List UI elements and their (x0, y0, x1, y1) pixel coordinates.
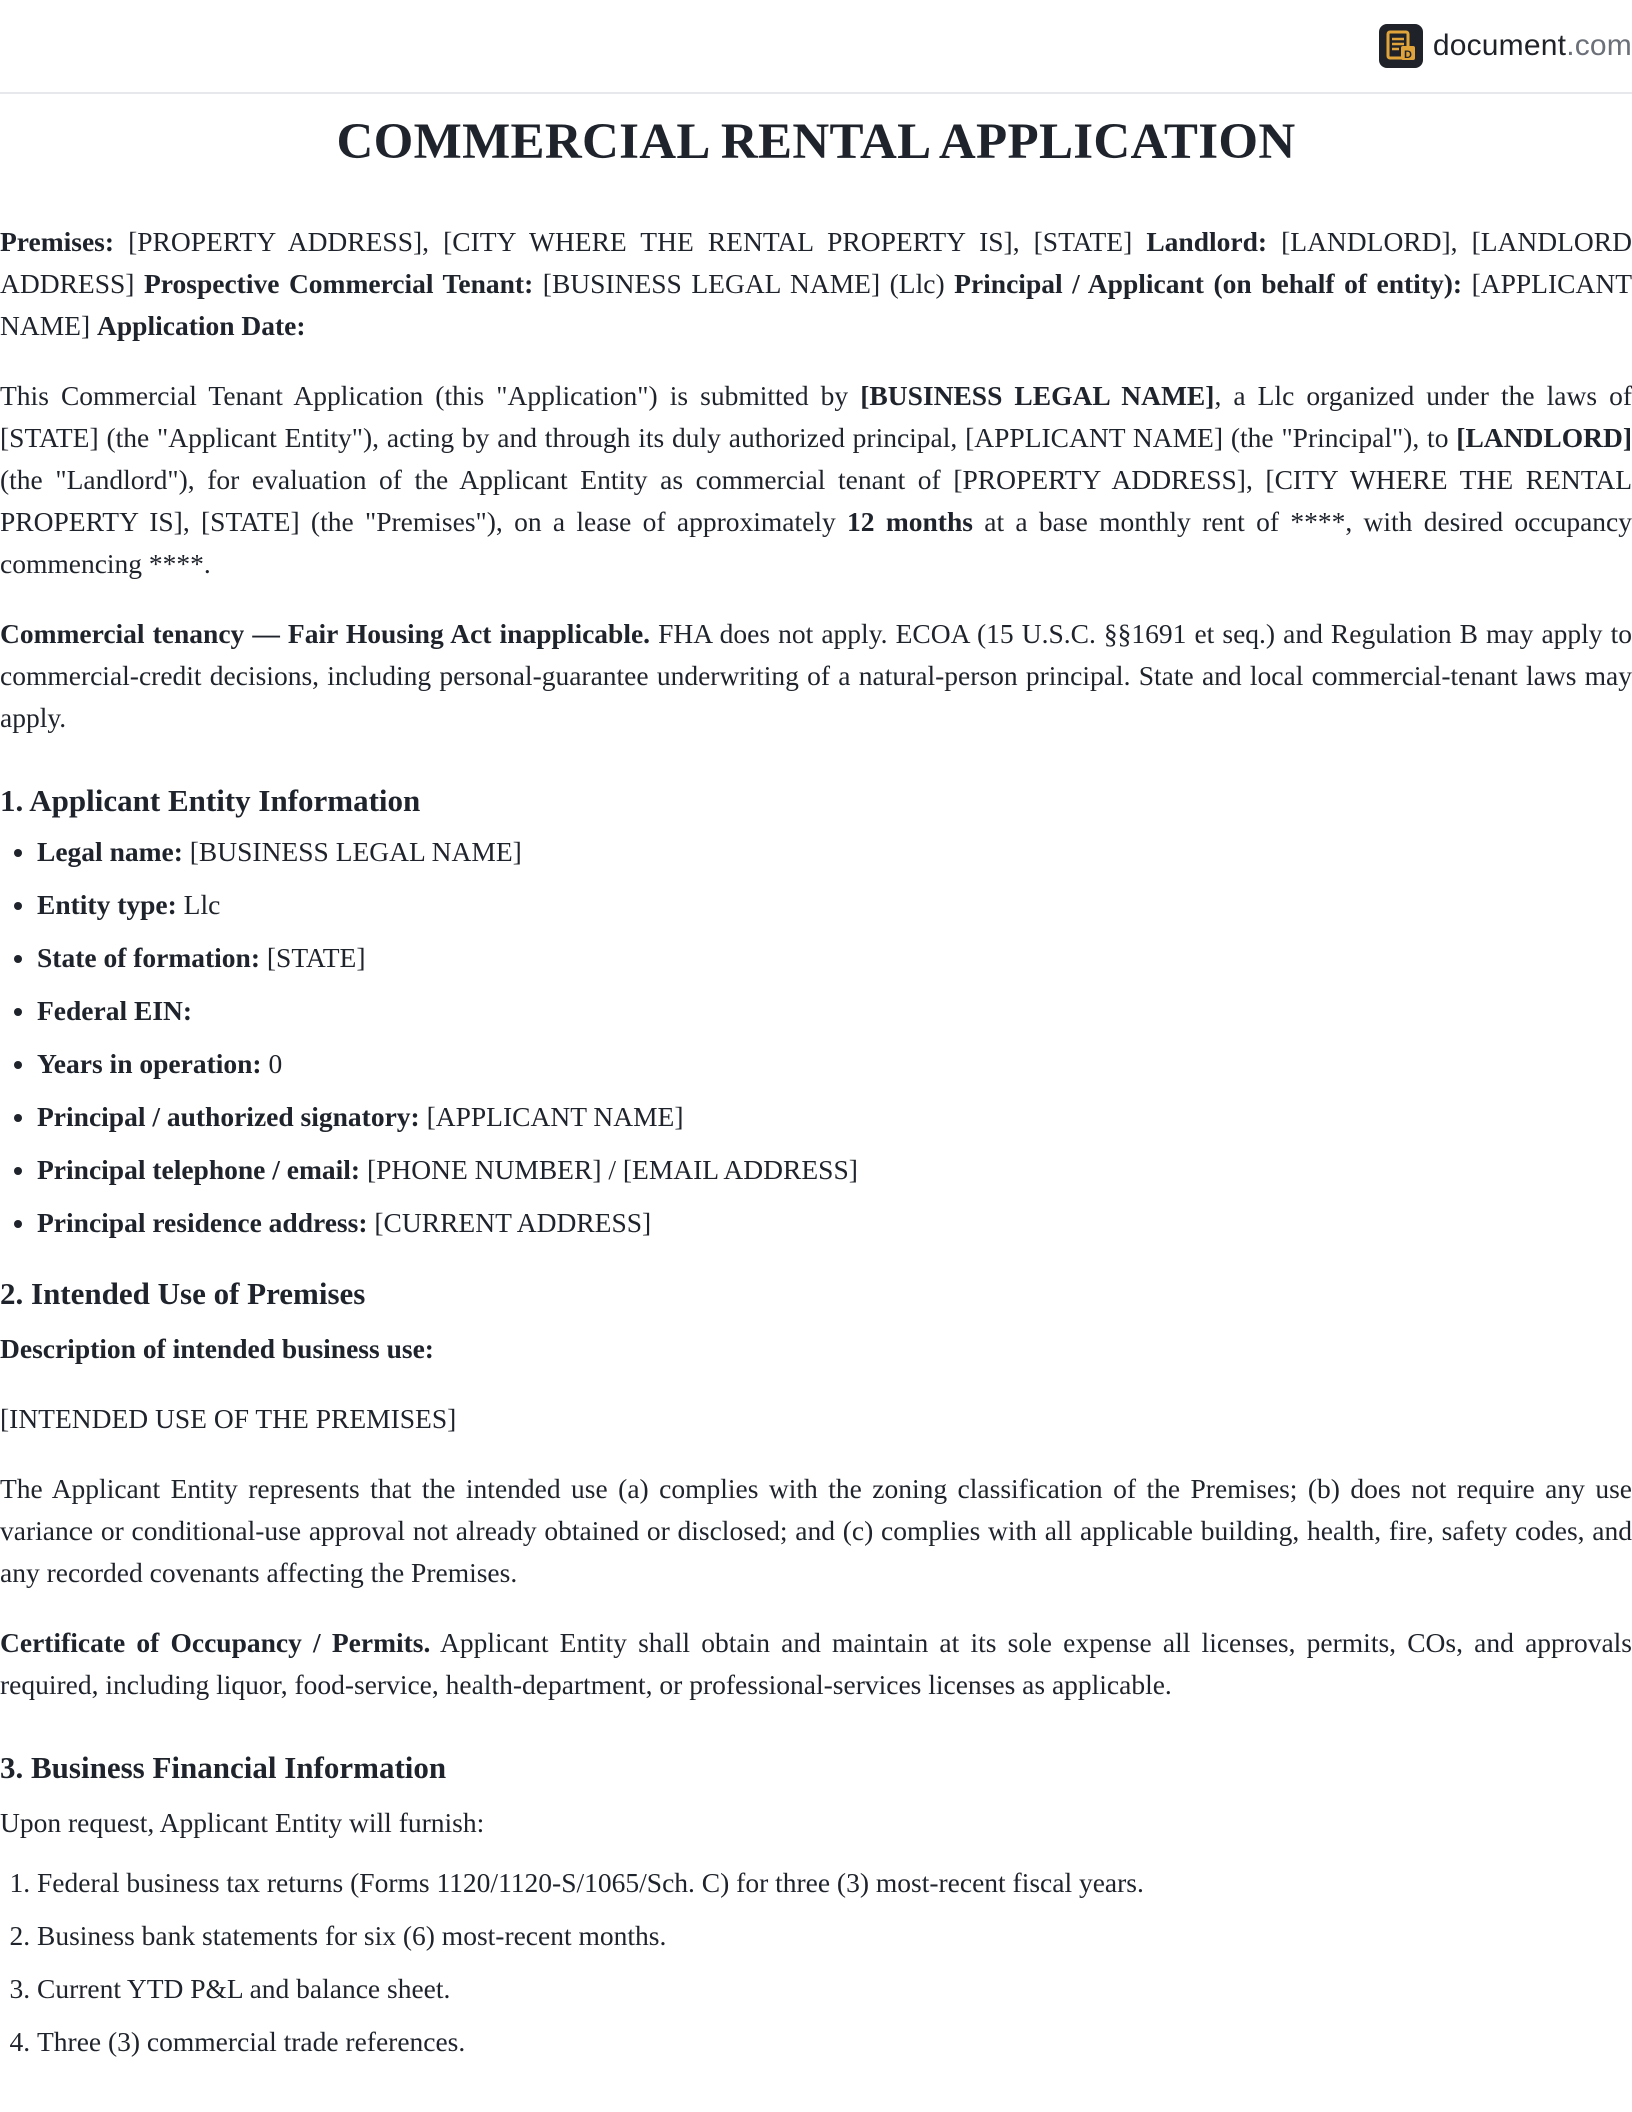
financial-documents-list (0, 1862, 1632, 2063)
application-date-label: Application Date: (97, 310, 306, 342)
fha-paragraph (0, 613, 1632, 739)
list-item (37, 884, 1632, 926)
intended-use-label (0, 1328, 1632, 1370)
list-item (37, 1096, 1632, 1138)
list-item: 4. Three (3) commercial trade references. (37, 2021, 1632, 2063)
section-3-heading: 3. Business Financial Information (0, 1750, 447, 1786)
tenant-label: Prospective Commercial Tenant: (144, 268, 534, 300)
item-label: Principal telephone / email: (37, 1154, 361, 1186)
intended-use-label-text: Description of intended business use: (0, 1333, 434, 1365)
item-label: Federal EIN: (37, 995, 193, 1027)
list-item: 1. Federal business tax returns (Forms 1120/1120-S/1065/Sch. C) for three (3) most-recent fiscal years. (37, 1862, 1632, 1904)
item-label: Principal / authorized signatory: (37, 1101, 420, 1133)
premises-label: Premises: (0, 226, 115, 258)
list-item (37, 937, 1632, 979)
item-value: [PHONE NUMBER] / [EMAIL ADDRESS] (360, 1154, 858, 1186)
item-value: [STATE] (260, 942, 366, 974)
certificate-label: Certificate of Occupancy / Permits. (0, 1627, 431, 1659)
premises-value: [PROPERTY ADDRESS], [CITY WHERE THE RENTAL PROPERTY IS], [STATE] (128, 226, 1133, 258)
certificate-paragraph (0, 1622, 1632, 1706)
document-title: COMMERCIAL RENTAL APPLICATION (336, 114, 1296, 170)
list-item (37, 1202, 1632, 1244)
list-item (37, 990, 1632, 1032)
intro-text-4: at a base monthly rent of ****, with desired occupancy commencing ****. (0, 506, 1632, 580)
intended-use-value: [INTENDED USE OF THE PREMISES] (0, 1403, 457, 1435)
intro-paragraph (0, 375, 1632, 585)
entity-info-list (0, 831, 1632, 1244)
list-item: 2. Business bank statements for six (6) most-recent months. (37, 1915, 1632, 1957)
intro-text-2: , a Llc organized under the laws of [STATE] (the "Applicant Entity"), acting by and through its duly authorized principal, [APPLICANT NAME] (the "Principal"), to (0, 380, 1632, 454)
landlord-label: Landlord: (1146, 226, 1268, 258)
intro-landlord: [LANDLORD] (1456, 422, 1632, 454)
list-item (37, 1043, 1632, 1085)
brand-tld: .com (1566, 29, 1632, 62)
intro-business-name: [BUSINESS LEGAL NAME] (860, 380, 1215, 412)
item-value: 0 (261, 1048, 283, 1080)
top-bar (0, 0, 1632, 94)
item-value: [BUSINESS LEGAL NAME] (182, 836, 522, 868)
document-logo-icon (1379, 24, 1423, 68)
brand-name-text: document (1432, 29, 1567, 62)
item-label: State of formation: (37, 942, 260, 974)
intro-text-3: (the "Landlord"), for evaluation of the Applicant Entity as commercial tenant of [PROPERTY ADDRESS], [CITY WHERE THE RENTAL PROPERTY IS], [STATE] (the "Premises"), on a lease of approximately (0, 464, 1632, 538)
fha-text: FHA does not apply. ECOA (15 U.S.C. §§1691 et seq.) and Regulation B may apply to commercial-credit decisions, including personal-guarantee underwriting of a natural-person principal. State and local commercial-tenant laws may apply. (0, 618, 1632, 734)
item-value: [CURRENT ADDRESS] (367, 1207, 652, 1239)
item-label: Entity type: (37, 889, 177, 921)
principal-value: [APPLICANT NAME] (0, 268, 1632, 342)
list-item (37, 831, 1632, 873)
item-value: Llc (176, 889, 221, 921)
brand-name (1433, 29, 1632, 63)
section-2-heading: 2. Intended Use of Premises (0, 1276, 366, 1312)
item-label: Principal residence address: (37, 1207, 368, 1239)
header-block (0, 221, 1632, 347)
tenant-value: [BUSINESS LEGAL NAME] (Llc) (542, 268, 945, 300)
list-item: 3. Current YTD P&L and balance sheet. (37, 1968, 1632, 2010)
intro-text-1: This Commercial Tenant Application (this "Application") is submitted by (0, 380, 861, 412)
svg-text:D: D (1403, 49, 1412, 61)
item-label: Years in operation: (37, 1048, 262, 1080)
principal-label: Principal / Applicant (on behalf of entity): (954, 268, 1463, 300)
item-label: Legal name: (37, 836, 183, 868)
landlord-value: [LANDLORD], [LANDLORD ADDRESS] (0, 226, 1632, 300)
fha-label: Commercial tenancy — Fair Housing Act inapplicable. (0, 618, 651, 650)
financial-intro: Upon request, Applicant Entity will furnish: (0, 1807, 485, 1839)
document-body (0, 112, 1632, 2063)
intro-lease-term: 12 months (847, 506, 973, 538)
certificate-text: Applicant Entity shall obtain and maintain at its sole expense all licenses, permits, COs, and approvals required, including liquor, food-service, health-department, or professional-services licenses as applicable. (0, 1627, 1632, 1701)
section-1-heading: 1. Applicant Entity Information (0, 783, 421, 819)
brand-logo[interactable] (1379, 24, 1632, 68)
list-item (37, 1149, 1632, 1191)
zoning-representation: The Applicant Entity represents that the intended use (a) complies with the zoning classification of the Premises; (b) does not require any use variance or conditional-use approval not already obtained or disclosed; and (c) complies with all applicable building, health, fire, safety codes, and any recorded covenants affecting the Premises. (0, 1473, 1632, 1589)
item-value: [APPLICANT NAME] (419, 1101, 684, 1133)
